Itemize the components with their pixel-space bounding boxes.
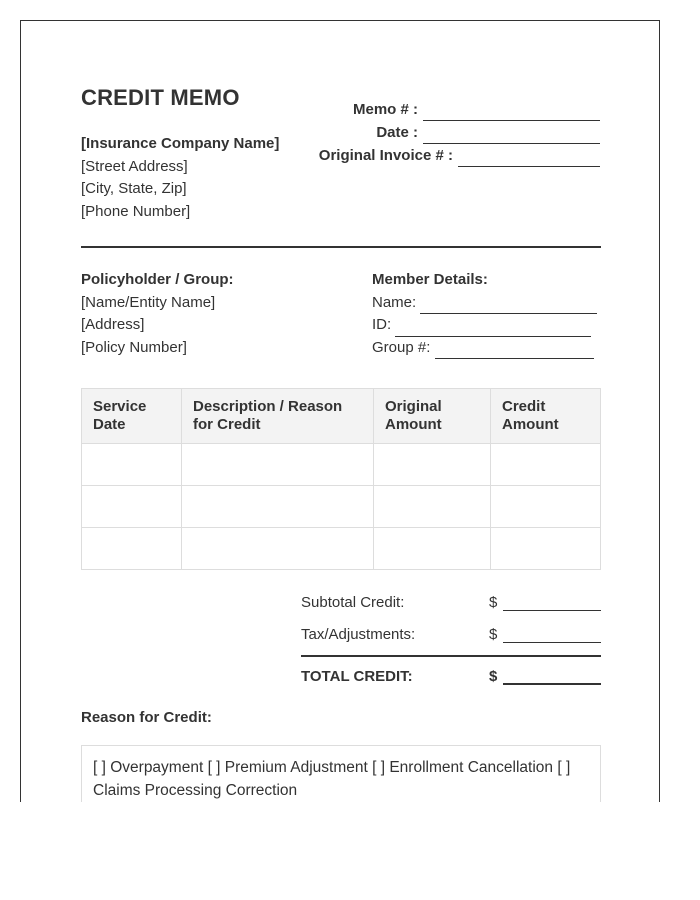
table-cell[interactable] [491,486,601,528]
company-street: [Street Address] [81,157,188,175]
member-name-label: Name: [372,293,417,311]
total-field[interactable] [503,668,601,685]
table-cell[interactable] [374,528,491,570]
table-cell[interactable] [182,486,374,528]
date-label: Date : [376,124,418,141]
member-group-label: Group #: [372,338,431,356]
table-cell[interactable] [491,444,601,486]
tax-field[interactable] [503,627,601,643]
tax-row [301,621,601,643]
table-row [82,444,601,486]
invoice-row [319,144,600,167]
table-row [82,486,601,528]
table-cell[interactable] [82,486,182,528]
company-name: [Insurance Company Name] [81,135,280,152]
tax-label: Tax/Adjustments: [301,626,416,643]
tax-currency: $ [489,626,498,643]
reason-box [81,745,601,802]
page-title: CREDIT MEMO [81,85,240,110]
member-heading: Member Details: [372,271,488,288]
company-phone: [Phone Number] [81,202,191,220]
company-info [81,133,279,223]
member-id-row [372,314,597,337]
policyholder-heading: Policyholder / Group: [81,271,234,288]
reason-options: [ ] Overpayment [ ] Premium Adjustment [ ] Enrollment Cancellation [ ] Claims Processing Correction [93,759,571,799]
table-cell[interactable] [491,528,601,570]
subtotal-label: Subtotal Credit: [301,594,405,611]
table-header-row [82,389,601,444]
totals-section [301,589,601,685]
subtotal-field[interactable] [503,595,601,611]
totals-divider [301,655,601,657]
table-cell[interactable] [374,444,491,486]
col-credit-amount: Credit Amount [491,389,601,444]
header-divider [81,246,601,248]
subtotal-row [301,589,601,611]
memo-number-field[interactable] [423,106,600,121]
member-group-row [372,337,597,360]
subtotal-currency: $ [489,594,498,611]
policy-number: [Policy Number] [81,338,187,356]
credit-items-table [81,388,601,570]
company-city: [City, State, Zip] [81,180,187,197]
table-cell[interactable] [374,486,491,528]
col-description: Description / Reason for Credit [182,389,374,444]
table-cell[interactable] [82,528,182,570]
table-cell[interactable] [182,528,374,570]
invoice-label: Original Invoice # : [318,147,453,164]
invoice-field[interactable] [458,152,600,167]
col-service-date: Service Date [82,389,182,444]
date-field[interactable] [423,129,600,144]
member-id-field[interactable] [395,322,591,337]
total-currency: $ [489,668,498,685]
member-id-label: ID: [372,316,392,333]
member-section [372,269,597,359]
memo-fields [319,98,600,167]
credit-memo-page [20,20,660,802]
total-label: TOTAL CREDIT: [301,668,413,685]
policyholder-address: [Address] [81,316,145,333]
total-row [301,663,601,685]
member-group-field[interactable] [435,344,594,359]
policyholder-section [81,269,234,359]
table-cell[interactable] [82,444,182,486]
member-name-field[interactable] [420,299,597,314]
reason-heading: Reason for Credit: [81,709,212,726]
member-name-row [372,292,597,315]
memo-number-row [319,98,600,121]
policyholder-name: [Name/Entity Name] [81,293,216,311]
date-row [319,121,600,144]
memo-number-label: Memo # : [352,101,418,118]
table-row [82,528,601,570]
col-original-amount: Original Amount [374,389,491,444]
table-cell[interactable] [182,444,374,486]
